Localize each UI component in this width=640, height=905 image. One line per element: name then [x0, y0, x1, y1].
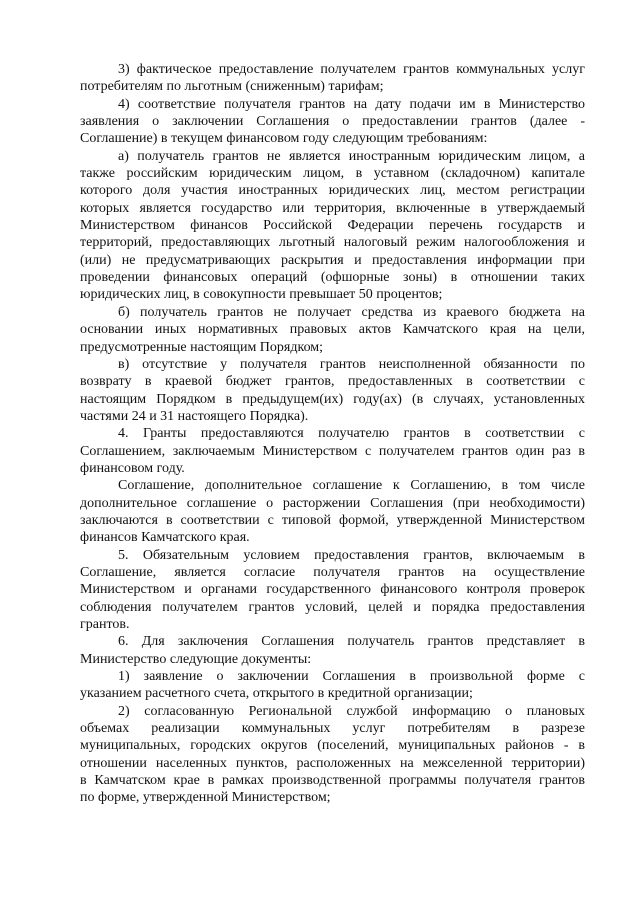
text-line: частями 24 и 31 настоящего Порядка). [80, 408, 309, 424]
text-line: также российским юридическим лицом, в уставном (складочном) капитале [80, 166, 585, 182]
clause-4-agreement-form [80, 477, 585, 546]
text-line: Министерством и органами государственного финансового контроля проверок [80, 582, 585, 598]
text-line: (или) не предусматривающих раскрытия и предоставления информации при [80, 252, 585, 268]
text-line: предусмотренные настоящим Порядком; [80, 339, 324, 355]
text-line: указанием расчетного счета, открытого в кредитной организации; [80, 686, 473, 702]
text-line: возврату в краевой бюджет грантов, предоставленных в соответствии с [80, 374, 585, 390]
text-line: в) отсутствие у получателя грантов неисполненной обязанности по [118, 356, 585, 372]
text-line: Министерством финансов Российской Федерации перечень государств и [80, 218, 585, 234]
text-line: 5. Обязательным условием предоставления грантов, включаемым в [118, 547, 585, 563]
clause-4 [80, 425, 585, 477]
text-line: грантов. [80, 617, 130, 632]
text-line: по форме, утвержденной Министерством; [80, 790, 331, 806]
text-line: 6. Для заключения Соглашения получатель грантов представляет в [118, 634, 585, 650]
text-line: Соглашение, дополнительное соглашение к Соглашению, в том числе [118, 478, 585, 494]
text-line: территорий, предоставляющих льготный налоговый режим налогообложения и [80, 235, 585, 251]
text-line: 4) соответствие получателя грантов на дату подачи им в Министерство [118, 96, 585, 112]
text-line: 2) согласованную Региональной службой информацию о плановых [118, 703, 585, 719]
clause-6-item-1 [80, 668, 585, 703]
text-line: б) получатель грантов не получает средства из краевого бюджета на [118, 304, 585, 320]
text-line: финансов Камчатского края. [80, 530, 250, 546]
text-line: проведении финансовых операций (офшорные зоны) в отношении таких [80, 270, 585, 286]
text-line: муниципальных, городских округов (поселений, муниципальных районов - в [80, 738, 585, 754]
text-line: дополнительное соглашение о расторжении Соглашения (при необходимости) [80, 495, 585, 511]
subitem-v [80, 356, 585, 425]
clause-6-item-2 [80, 703, 585, 807]
subitem-b [80, 304, 585, 356]
text-line: объемах реализации коммунальных услуг потребителям в разрезе [80, 721, 585, 737]
item-4-requirements [80, 96, 585, 148]
text-line: Министерство следующие документы: [80, 651, 312, 667]
text-line: в Камчатском крае в рамках производственной программы получателя грантов [80, 773, 585, 789]
text-line: которого доля участия иностранных юридических лиц, местом регистрации [80, 183, 585, 199]
text-line: Соглашением, заключаемым Министерством с получателем грантов один раз в [80, 443, 585, 459]
text-line: а) получатель грантов не является иностранным юридическим лицом, а [118, 148, 585, 164]
text-line: основании иных нормативных правовых актов Камчатского края на цели, [80, 322, 585, 338]
text-line: заявления о заключении Соглашения о предоставлении грантов (далее - [80, 114, 585, 130]
text-line: соблюдения получателем грантов условий, целей и порядка предоставления [80, 599, 585, 615]
subitem-a [80, 148, 585, 304]
text-line: настоящим Порядком в предыдущем(их) году(ах) (в случаях, установленных [80, 391, 585, 407]
document-body [80, 61, 585, 807]
text-line: финансовом году. [80, 460, 185, 476]
text-line: 4. Гранты предоставляются получателю грантов в соответствии с [118, 426, 585, 442]
text-line: которых является государство или территория, включенные в утверждаемый [80, 200, 585, 216]
clause-6 [80, 633, 585, 668]
clause-5 [80, 547, 585, 634]
text-line: 3) фактическое предоставление получателем грантов коммунальных услуг [118, 62, 585, 77]
text-line: Соглашение) в текущем финансовом году следующим требованиям: [80, 131, 488, 147]
text-line: отношении населенных пунктов, расположенных на межселенной территории) [80, 755, 585, 771]
text-line: Соглашение, является согласие получателя грантов на осуществление [80, 564, 585, 580]
text-line: юридических лиц, в совокупности превышает 50 процентов; [80, 287, 443, 303]
item-3-actual-provision [80, 61, 585, 96]
text-line: потребителям по льготным (сниженным) тарифам; [80, 79, 384, 95]
text-line: 1) заявление о заключении Соглашения в произвольной форме с [118, 669, 585, 685]
text-line: заключаются в соответствии с типовой формой, утвержденной Министерством [80, 512, 585, 528]
